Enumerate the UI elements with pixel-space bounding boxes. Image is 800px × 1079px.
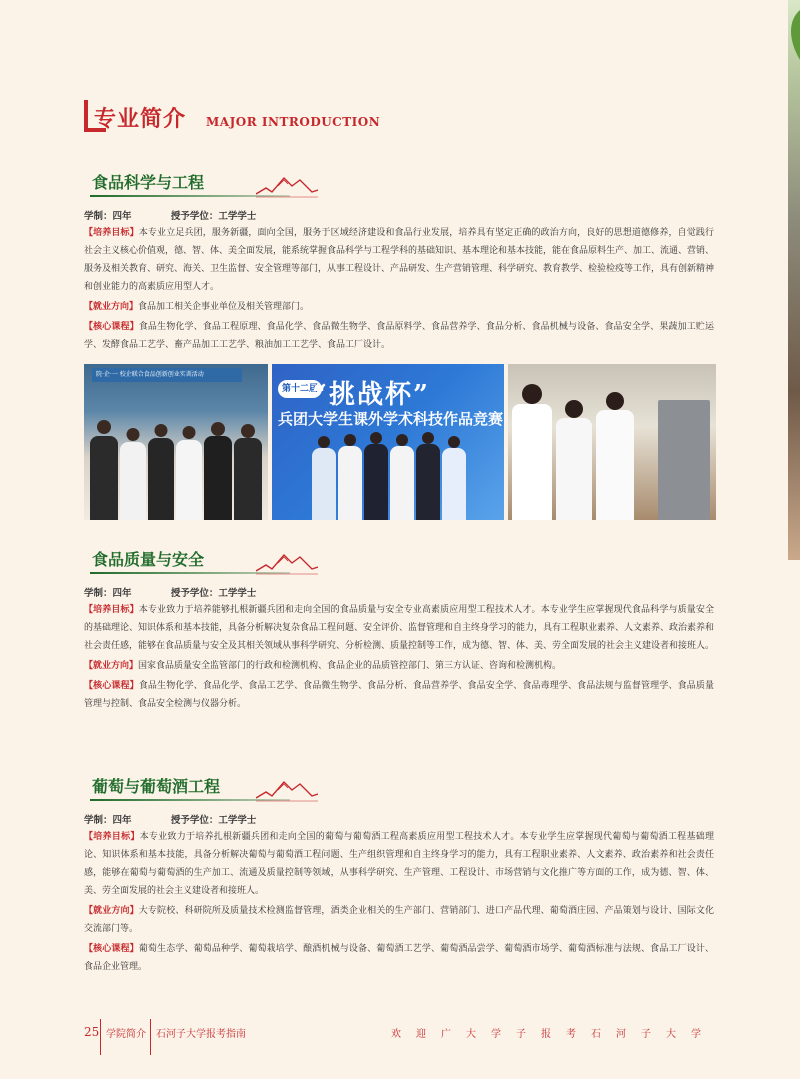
page-footer [84,1025,716,1047]
photo-title: “挑战杯” [312,380,430,410]
mountain-icon [256,778,318,802]
goal-tag: 【培养目标】 [84,832,140,842]
photo-challenge-cup [272,364,504,520]
courses-tag: 【核心课程】 [84,944,139,954]
career-text: 大专院校、科研院所及质量技术检测监督管理，酒类企业相关的生产部门、营销部门、进口产品代理、葡萄酒庄园、产品策划与设计、国际文化交流部门等。 [84,906,714,934]
section-subtitle: MAJOR INTRODUCTION [206,115,381,129]
courses-tag: 【核心课程】 [84,322,139,332]
degree-text: 授予学位：工学学士 [170,588,257,599]
career-tag: 【就业方向】 [84,906,139,916]
photo-figures [508,410,716,520]
goal-text: 本专业立足兵团，服务新疆，面向全国，服务于区域经济建设和食品行业发展，培养具有坚定正确的政治方向，良好的思想道德修养，自觉践行社会主义核心价值观，德、智、体、美全面发展，能系统掌握食品科学与工程学科的基础知识、基本理论和基本技能，能在食品原料生产、加工、流通、营销、服务及相关教育、研究、海关、卫生监督、安全管理等部门，从事工程设计、产品研发、生产营销管理、科学研究、教育教学、检验检疫等工作，具有创新精神和创业能力的高素质应用型人才。 [84,228,715,292]
photo-badge: 第十二届 [278,380,322,398]
major-block [84,772,714,976]
major-heading [84,168,714,198]
career-tag: 【就业方向】 [84,661,139,671]
photo-figures [84,410,268,520]
goal-tag: 【培养目标】 [84,228,139,238]
career-paragraph [84,657,714,675]
courses-text: 食品生物化学、食品工程原理、食品化学、食品微生物学、食品原料学、食品营养学、食品分析、食品机械与设备、食品安全学、果蔬加工贮运学、发酵食品工艺学、畜产品加工工艺学、粮油加工工艺学、食品工厂设计。 [84,322,714,350]
footer-divider [150,1019,151,1055]
section-title: 专业简介 [94,107,187,132]
career-text: 国家食品质量安全监管部门的行政和检测机构、食品企业的品质管控部门、第三方认证、咨询和检测机构。 [138,661,562,671]
photo-banner: 院·企·一 校企联合食品创新创业实训活动 [92,368,242,382]
photo-subtitle: 兵团大学生课外学术科技作品竞赛 [278,410,504,428]
courses-paragraph [84,940,714,976]
courses-paragraph [84,677,714,713]
major-meta [84,585,714,599]
goal-paragraph [84,601,714,655]
major-meta [84,812,714,826]
major-title: 葡萄与葡萄酒工程 [92,777,221,796]
career-paragraph [84,902,714,938]
goal-text: 本专业致力于培养能够扎根新疆兵团和走向全国的食品质量与安全专业高素质应用型工程技术人才。本专业学生应掌握现代食品科学与质量安全的基础理论、知识体系和基本技能，具备分析解决复杂食品工程问题、安全评价、监督管理和自主终身学习的能力，具有工程职业素养、人文素养、政治素养和社会责任感，能够在食品质量与安全及其相关领域从事科学研究、分析检测、质量控制等工作，成为德、智、体、美、劳全面发展的社会主义建设者和接班人。 [84,605,715,651]
footer-slogan: 欢迎广大学子报考石河子大学 [391,1029,716,1040]
major-meta [84,208,714,222]
major-title: 食品质量与安全 [92,550,205,569]
section-header [84,100,414,136]
degree-text: 授予学位：工学学士 [170,815,257,826]
courses-tag: 【核心课程】 [84,681,139,691]
major-heading [84,545,714,575]
major-title: 食品科学与工程 [92,173,205,192]
footer-divider [100,1019,101,1055]
major-heading [84,772,714,802]
mountain-icon [256,174,318,198]
career-paragraph [84,298,714,316]
career-text: 食品加工相关企事业单位及相关管理部门。 [138,302,310,312]
goal-text: 本专业致力于培养扎根新疆兵团和走向全国的葡萄与葡萄酒工程高素质应用型工程技术人才。本专业学生应掌握现代葡萄与葡萄酒工程基础理论、知识体系和基本技能，具备分析解决葡萄与葡萄酒工程问题、生产组织管理和自主终身学习的能力，具有工程职业素养、人文素养、政治素养和社会责任感，能够在葡萄与葡萄酒的生产加工、流通及质量控制等领域，从事科学研究、生产管理、工程设计、市场营销与文化推广等方面的工作，成为德、智、体、美、劳全面发展的社会主义建设者和接班人。 [84,832,714,896]
mountain-icon [256,551,318,575]
photo-figures [272,410,504,520]
photo-laboratory [508,364,716,520]
duration-text: 学制：四年 [84,588,132,599]
photo-strip [84,364,716,520]
degree-text: 授予学位：工学学士 [170,211,257,222]
photo-group-exhibition [84,364,268,520]
page-edge-strip [788,0,800,560]
major-block [84,168,714,354]
footer-category: 学院简介 [106,1029,146,1040]
major-block [84,545,714,713]
goal-paragraph [84,828,714,900]
courses-text: 葡萄生态学、葡萄品种学、葡萄栽培学、酿酒机械与设备、葡萄酒工艺学、葡萄酒品尝学、葡萄酒市场学、葡萄酒标准与法规、食品工厂设计、食品企业管理。 [84,944,714,972]
footer-guide-title: 石河子大学报考指南 [156,1029,246,1040]
page-number: 25 [84,1025,100,1039]
courses-text: 食品生物化学、食品化学、食品工艺学、食品微生物学、食品分析、食品营养学、食品安全学、食品毒理学、食品法规与监督管理学、食品质量管理与控制、食品安全检测与仪器分析。 [84,681,714,709]
duration-text: 学制：四年 [84,211,132,222]
goal-paragraph [84,224,714,296]
goal-tag: 【培养目标】 [84,605,139,615]
courses-paragraph [84,318,714,354]
leaf-icon [786,10,800,70]
career-tag: 【就业方向】 [84,302,139,312]
duration-text: 学制：四年 [84,815,132,826]
